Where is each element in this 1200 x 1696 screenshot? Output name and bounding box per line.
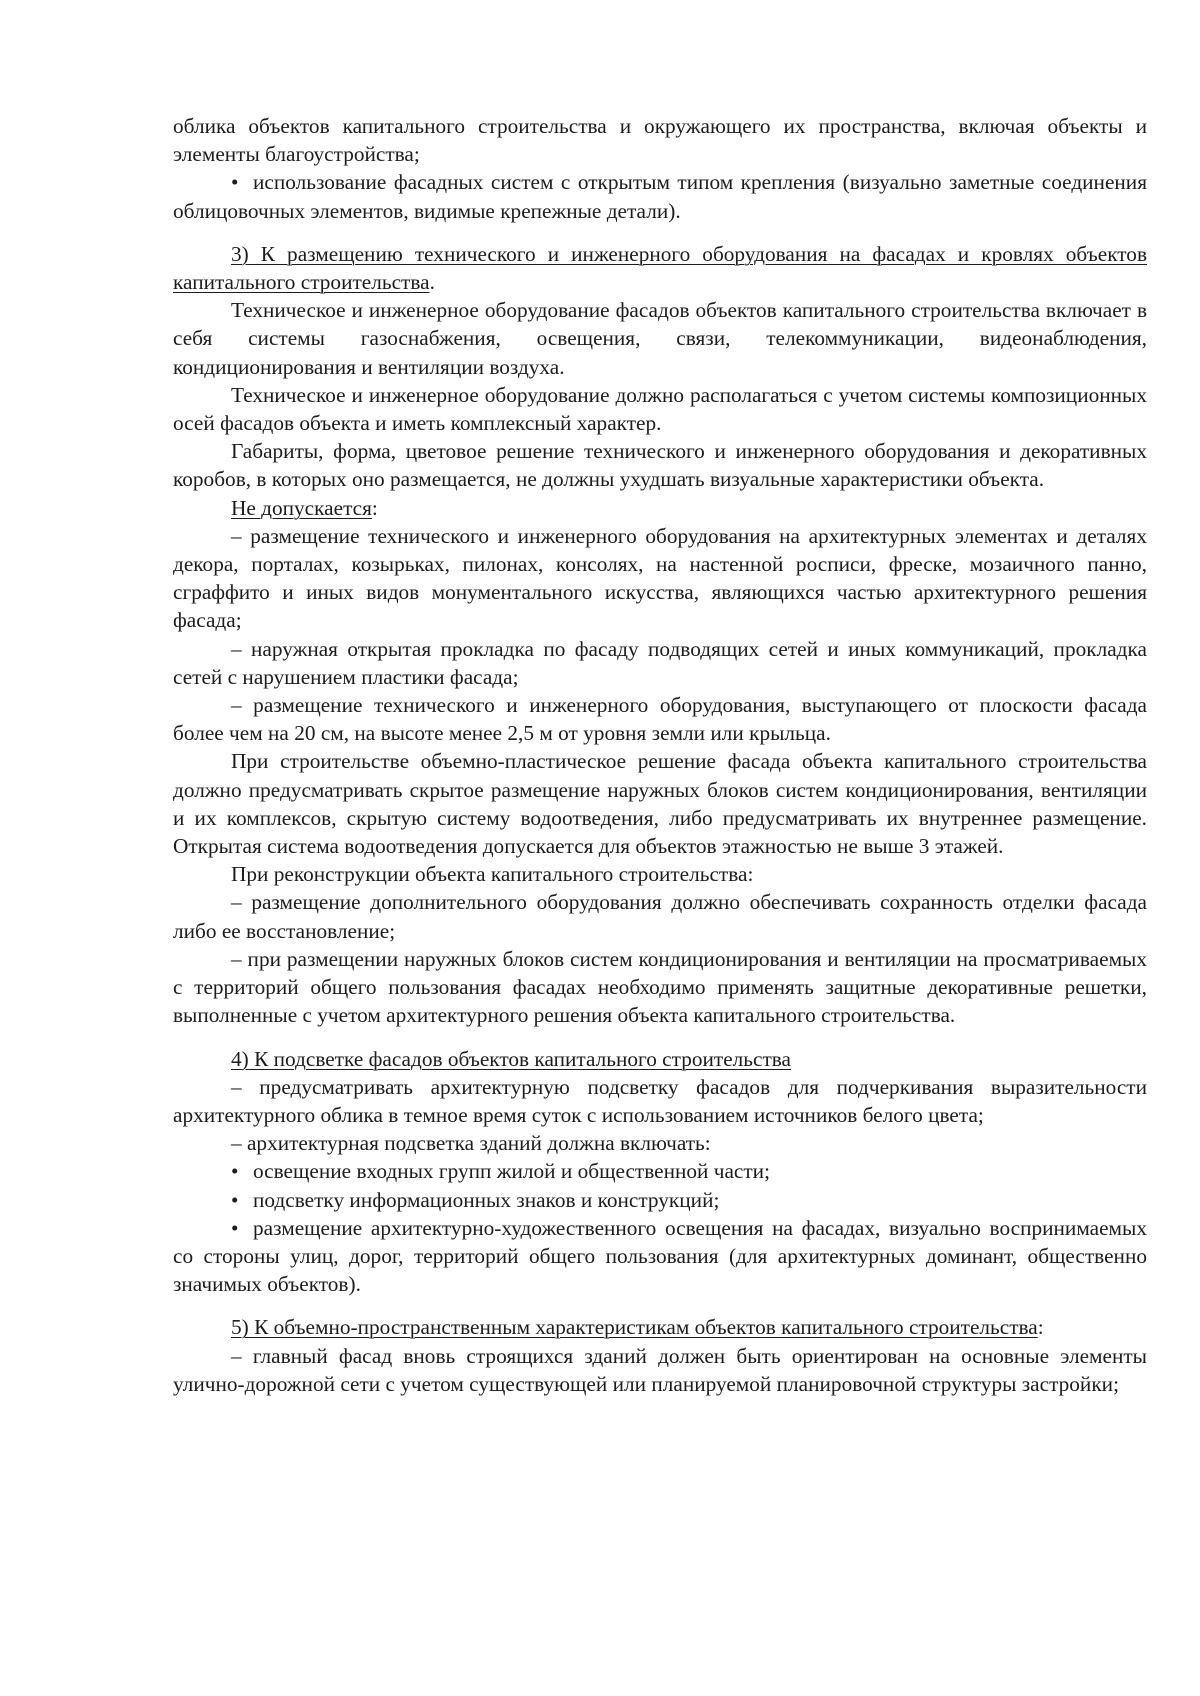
section-4-heading: [173, 1045, 1147, 1073]
heading-punct: .: [429, 270, 435, 295]
paragraph: При реконструкции объекта капитального строительства:: [231, 862, 754, 887]
paragraph: Техническое и инженерное оборудование должно располагаться с учетом системы композиционных осей фасадов объекта и иметь комплексный характер.: [173, 382, 1147, 436]
paragraph: Габариты, форма, цветовое решение технического и инженерного оборудования и декоративных коробов, в которых оно размещается, не должны ухудшать визуальные характеристики объекта.: [173, 439, 1147, 492]
section-5-heading: [173, 1313, 1147, 1341]
paragraph: облика объектов капитального строительства и окружающего их пространства, включая объекты и элементы благоустройства;: [173, 114, 1147, 167]
dash-item: – главный фасад вновь строящихся зданий должен быть ориентирован на основные элементы улично-дорожной сети с учетом существующей или планируемой планировочной структуры застройки;: [173, 1343, 1147, 1396]
bullet-text: использование фасадных систем с открытым типом крепления (визуально заметные соединения облицовочных элементов, видимые крепежные детали).: [173, 170, 1147, 223]
bullet-marker: •: [231, 1159, 239, 1184]
dash-item: – размещение технического и инженерного оборудования на архитектурных элементах и деталях декора, порталах, козырьках, пилонах, консолях, на настенной росписи, фреске, мозаичного панно, сграффито и иных видов монументального искусства, являющихся частью архитектурного решения фасада;: [173, 523, 1147, 633]
bullet-item: [173, 1214, 1147, 1299]
bullet-text: размещение архитектурно-художественного освещения на фасадах, визуально воспринимаемых со стороны улиц, дорог, территорий общего пользования (для архитектурных доминант, общественно значимых объектов).: [173, 1215, 1147, 1297]
not-allowed-label: [173, 494, 1147, 522]
section-5-heading-text: 5) К объемно-пространственным характеристикам объектов капитального строительства: [231, 1315, 1038, 1340]
bullet-marker: •: [231, 1187, 239, 1212]
dash-item: – размещение дополнительного оборудования должно обеспечивать сохранность отделки фасада либо ее восстановление;: [173, 890, 1147, 943]
bullet-text: подсветку информационных знаков и конструкций;: [253, 1187, 720, 1212]
section-3-heading: [173, 240, 1147, 296]
dash-item: – при размещении наружных блоков систем кондиционирования и вентиляции на просматриваемых с территорий общего пользования фасадах необходимо применять защитные декоративные решетки, выполненные с учетом архитектурного решения объекта капитального строительства.: [173, 946, 1147, 1028]
dash-item: – наружная открытая прокладка по фасаду подводящих сетей и иных коммуникаций, прокладка сетей с нарушением пластики фасада;: [173, 636, 1147, 689]
paragraph: Техническое и инженерное оборудование фасадов объектов капитального строительства включает в себя системы газоснабжения, освещения, связи, телекоммуникации, видеонаблюдения, кондиционирования и вентиляции воздуха.: [173, 298, 1147, 379]
bullet-marker: •: [231, 170, 239, 195]
label-punct: :: [371, 495, 378, 520]
heading-punct: :: [1037, 1315, 1044, 1340]
dash-item: – предусматривать архитектурную подсветку фасадов для подчеркивания выразительности архитектурного облика в темное время суток с использованием источников белого цвета;: [173, 1074, 1147, 1127]
bullet-item: [173, 1157, 1147, 1185]
document-page: [173, 112, 1147, 1398]
bullet-marker: •: [231, 1215, 239, 1240]
bullet-item: [173, 1186, 1147, 1214]
section-3-heading-text: 3) К размещению технического и инженерного оборудования на фасадах и кровлях объектов капитального строительства: [173, 241, 1147, 295]
section-4-heading-text: 4) К подсветке фасадов объектов капитального строительства: [231, 1046, 791, 1071]
bullet-text: освещение входных групп жилой и общественной части;: [253, 1159, 770, 1184]
dash-item: – размещение технического и инженерного оборудования, выступающего от плоскости фасада более чем на 20 см, на высоте менее 2,5 м от уровня земли или крыльца.: [173, 693, 1147, 746]
paragraph: При строительстве объемно-пластическое решение фасада объекта капитального строительства должно предусматривать скрытое размещение наружных блоков систем кондиционирования, вентиляции и их комплексов, скрытую систему водоотведения, либо предусматривать их внутреннее размещение. Открытая система водоотведения допускается для объектов этажностью не выше 3 этажей.: [173, 749, 1147, 859]
dash-item: – архитектурная подсветка зданий должна включать:: [231, 1131, 711, 1156]
not-allowed-text: Не допускается: [231, 495, 372, 520]
bullet-item: [173, 168, 1147, 224]
